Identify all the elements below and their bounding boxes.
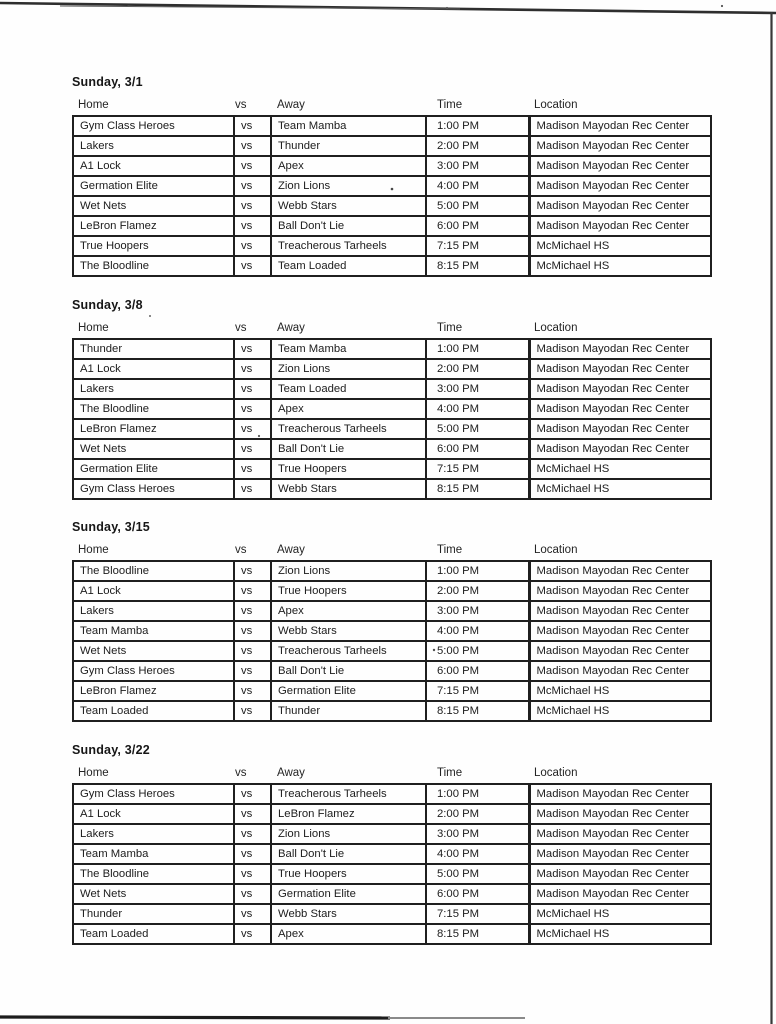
home-team-cell: Gym Class Heroes bbox=[73, 661, 234, 681]
home-team-cell: LeBron Flamez bbox=[73, 216, 234, 236]
column-header: vs bbox=[235, 99, 247, 111]
home-team-cell: The Bloodline bbox=[73, 561, 234, 581]
game-row bbox=[73, 439, 711, 459]
home-team-cell: Gym Class Heroes bbox=[73, 479, 234, 499]
location-cell: Madison Mayodan Rec Center bbox=[529, 116, 711, 136]
away-team-cell: Zion Lions bbox=[271, 561, 426, 581]
home-team-cell: A1 Lock bbox=[73, 156, 234, 176]
away-team-cell: Thunder bbox=[271, 136, 426, 156]
away-team-cell: Germation Elite bbox=[271, 884, 426, 904]
home-team-cell: Team Loaded bbox=[73, 924, 234, 944]
location-cell: McMichael HS bbox=[529, 701, 711, 721]
away-team-cell: Apex bbox=[271, 156, 426, 176]
scan-artifact-bottom-line bbox=[0, 1017, 390, 1018]
location-cell: Madison Mayodan Rec Center bbox=[529, 641, 711, 661]
vs-cell: vs bbox=[234, 661, 271, 681]
away-team-cell: Apex bbox=[271, 924, 426, 944]
time-cell: 6:00 PM bbox=[426, 661, 529, 681]
location-cell: Madison Mayodan Rec Center bbox=[529, 804, 711, 824]
time-cell: 8:15 PM bbox=[426, 701, 529, 721]
location-cell: McMichael HS bbox=[529, 459, 711, 479]
location-cell: Madison Mayodan Rec Center bbox=[529, 661, 711, 681]
home-team-cell: True Hoopers bbox=[73, 236, 234, 256]
home-team-cell: The Bloodline bbox=[73, 864, 234, 884]
schedule-table bbox=[72, 338, 712, 500]
home-team-cell: The Bloodline bbox=[73, 399, 234, 419]
location-cell: Madison Mayodan Rec Center bbox=[529, 136, 711, 156]
time-cell: 3:00 PM bbox=[426, 601, 529, 621]
day-title: Sunday, 3/1 bbox=[72, 75, 143, 89]
column-header: Home bbox=[78, 99, 109, 111]
away-team-cell: Zion Lions bbox=[271, 176, 426, 196]
vs-cell: vs bbox=[234, 701, 271, 721]
location-cell: Madison Mayodan Rec Center bbox=[529, 601, 711, 621]
game-row bbox=[73, 196, 711, 216]
vs-cell: vs bbox=[234, 824, 271, 844]
schedule-day-section bbox=[72, 75, 710, 277]
scan-artifact-top-line bbox=[0, 3, 776, 13]
game-row bbox=[73, 701, 711, 721]
vs-cell: vs bbox=[234, 479, 271, 499]
column-headers-row bbox=[72, 322, 710, 334]
vs-cell: vs bbox=[234, 784, 271, 804]
away-team-cell: Germation Elite bbox=[271, 681, 426, 701]
game-row bbox=[73, 379, 711, 399]
vs-cell: vs bbox=[234, 196, 271, 216]
vs-cell: vs bbox=[234, 116, 271, 136]
home-team-cell: Thunder bbox=[73, 339, 234, 359]
away-team-cell: Apex bbox=[271, 399, 426, 419]
game-row bbox=[73, 681, 711, 701]
column-header: Location bbox=[534, 767, 578, 779]
location-cell: Madison Mayodan Rec Center bbox=[529, 419, 711, 439]
scan-artifact-top-line-shadow bbox=[60, 6, 460, 9]
vs-cell: vs bbox=[234, 621, 271, 641]
game-row bbox=[73, 359, 711, 379]
away-team-cell: Ball Don't Lie bbox=[271, 216, 426, 236]
column-headers-row bbox=[72, 767, 710, 779]
game-row bbox=[73, 601, 711, 621]
time-cell: 7:15 PM bbox=[426, 904, 529, 924]
home-team-cell: The Bloodline bbox=[73, 256, 234, 276]
home-team-cell: Team Loaded bbox=[73, 701, 234, 721]
column-headers-row bbox=[72, 99, 710, 111]
vs-cell: vs bbox=[234, 236, 271, 256]
home-team-cell: Wet Nets bbox=[73, 641, 234, 661]
away-team-cell: True Hoopers bbox=[271, 581, 426, 601]
away-team-cell: Ball Don't Lie bbox=[271, 844, 426, 864]
location-cell: Madison Mayodan Rec Center bbox=[529, 561, 711, 581]
away-team-cell: Team Loaded bbox=[271, 379, 426, 399]
game-row bbox=[73, 581, 711, 601]
vs-cell: vs bbox=[234, 924, 271, 944]
away-team-cell: Team Mamba bbox=[271, 116, 426, 136]
home-team-cell: LeBron Flamez bbox=[73, 681, 234, 701]
away-team-cell: Webb Stars bbox=[271, 904, 426, 924]
column-header: Time bbox=[437, 544, 463, 556]
vs-cell: vs bbox=[234, 561, 271, 581]
away-team-cell: Webb Stars bbox=[271, 479, 426, 499]
game-row bbox=[73, 864, 711, 884]
away-team-cell: Webb Stars bbox=[271, 621, 426, 641]
vs-cell: vs bbox=[234, 419, 271, 439]
game-row bbox=[73, 236, 711, 256]
location-cell: Madison Mayodan Rec Center bbox=[529, 784, 711, 804]
location-cell: Madison Mayodan Rec Center bbox=[529, 439, 711, 459]
column-header: vs bbox=[235, 767, 247, 779]
column-header: Location bbox=[534, 322, 578, 334]
home-team-cell: Lakers bbox=[73, 824, 234, 844]
schedule-day-section bbox=[72, 520, 710, 722]
location-cell: Madison Mayodan Rec Center bbox=[529, 581, 711, 601]
vs-cell: vs bbox=[234, 156, 271, 176]
vs-cell: vs bbox=[234, 176, 271, 196]
game-row bbox=[73, 804, 711, 824]
scan-speck bbox=[446, 7, 448, 9]
time-cell: 7:15 PM bbox=[426, 236, 529, 256]
game-row bbox=[73, 459, 711, 479]
game-row bbox=[73, 924, 711, 944]
away-team-cell: Zion Lions bbox=[271, 359, 426, 379]
vs-cell: vs bbox=[234, 601, 271, 621]
game-row bbox=[73, 824, 711, 844]
time-cell: 3:00 PM bbox=[426, 824, 529, 844]
column-header: Location bbox=[534, 544, 578, 556]
vs-cell: vs bbox=[234, 884, 271, 904]
schedule-table bbox=[72, 560, 712, 722]
column-headers-row bbox=[72, 544, 710, 556]
game-row bbox=[73, 339, 711, 359]
away-team-cell: Ball Don't Lie bbox=[271, 439, 426, 459]
location-cell: Madison Mayodan Rec Center bbox=[529, 844, 711, 864]
day-title: Sunday, 3/8 bbox=[72, 298, 143, 312]
away-team-cell: True Hoopers bbox=[271, 459, 426, 479]
game-row bbox=[73, 116, 711, 136]
location-cell: Madison Mayodan Rec Center bbox=[529, 884, 711, 904]
vs-cell: vs bbox=[234, 804, 271, 824]
time-cell: 4:00 PM bbox=[426, 176, 529, 196]
game-row bbox=[73, 641, 711, 661]
away-team-cell: Webb Stars bbox=[271, 196, 426, 216]
home-team-cell: Team Mamba bbox=[73, 844, 234, 864]
time-cell: 5:00 PM bbox=[426, 419, 529, 439]
location-cell: Madison Mayodan Rec Center bbox=[529, 621, 711, 641]
column-header: Away bbox=[277, 99, 305, 111]
time-cell: 8:15 PM bbox=[426, 479, 529, 499]
home-team-cell: Lakers bbox=[73, 379, 234, 399]
time-cell: 7:15 PM bbox=[426, 459, 529, 479]
game-row bbox=[73, 156, 711, 176]
vs-cell: vs bbox=[234, 359, 271, 379]
location-cell: Madison Mayodan Rec Center bbox=[529, 339, 711, 359]
time-cell: 8:15 PM bbox=[426, 256, 529, 276]
column-header: Time bbox=[437, 99, 463, 111]
home-team-cell: A1 Lock bbox=[73, 804, 234, 824]
time-cell: 2:00 PM bbox=[426, 804, 529, 824]
time-cell: 3:00 PM bbox=[426, 379, 529, 399]
game-row bbox=[73, 176, 711, 196]
column-header: Away bbox=[277, 322, 305, 334]
away-team-cell: Ball Don't Lie bbox=[271, 661, 426, 681]
home-team-cell: Lakers bbox=[73, 136, 234, 156]
location-cell: McMichael HS bbox=[529, 236, 711, 256]
home-team-cell: Germation Elite bbox=[73, 459, 234, 479]
away-team-cell: Zion Lions bbox=[271, 824, 426, 844]
location-cell: Madison Mayodan Rec Center bbox=[529, 216, 711, 236]
vs-cell: vs bbox=[234, 641, 271, 661]
game-row bbox=[73, 621, 711, 641]
away-team-cell: Thunder bbox=[271, 701, 426, 721]
location-cell: McMichael HS bbox=[529, 681, 711, 701]
home-team-cell: LeBron Flamez bbox=[73, 419, 234, 439]
game-row bbox=[73, 784, 711, 804]
column-header: Away bbox=[277, 767, 305, 779]
game-row bbox=[73, 904, 711, 924]
location-cell: Madison Mayodan Rec Center bbox=[529, 824, 711, 844]
time-cell: 3:00 PM bbox=[426, 156, 529, 176]
time-cell: 1:00 PM bbox=[426, 561, 529, 581]
column-header: Home bbox=[78, 767, 109, 779]
day-title: Sunday, 3/22 bbox=[72, 743, 150, 757]
column-header: Home bbox=[78, 322, 109, 334]
vs-cell: vs bbox=[234, 581, 271, 601]
vs-cell: vs bbox=[234, 904, 271, 924]
game-row bbox=[73, 216, 711, 236]
game-row bbox=[73, 661, 711, 681]
time-cell: 1:00 PM bbox=[426, 339, 529, 359]
vs-cell: vs bbox=[234, 216, 271, 236]
away-team-cell: Team Mamba bbox=[271, 339, 426, 359]
vs-cell: vs bbox=[234, 339, 271, 359]
location-cell: Madison Mayodan Rec Center bbox=[529, 176, 711, 196]
home-team-cell: Wet Nets bbox=[73, 196, 234, 216]
vs-cell: vs bbox=[234, 864, 271, 884]
vs-cell: vs bbox=[234, 399, 271, 419]
vs-cell: vs bbox=[234, 844, 271, 864]
column-header: Time bbox=[437, 322, 463, 334]
schedule-day-section bbox=[72, 298, 710, 500]
time-cell: 7:15 PM bbox=[426, 681, 529, 701]
vs-cell: vs bbox=[234, 379, 271, 399]
home-team-cell: Team Mamba bbox=[73, 621, 234, 641]
location-cell: Madison Mayodan Rec Center bbox=[529, 359, 711, 379]
scan-speck bbox=[721, 5, 723, 7]
game-row bbox=[73, 419, 711, 439]
vs-cell: vs bbox=[234, 681, 271, 701]
schedule-table bbox=[72, 783, 712, 945]
time-cell: 6:00 PM bbox=[426, 884, 529, 904]
home-team-cell: A1 Lock bbox=[73, 581, 234, 601]
time-cell: 6:00 PM bbox=[426, 216, 529, 236]
game-row bbox=[73, 561, 711, 581]
time-cell: 4:00 PM bbox=[426, 621, 529, 641]
time-cell: 5:00 PM bbox=[426, 641, 529, 661]
column-header: Home bbox=[78, 544, 109, 556]
time-cell: 2:00 PM bbox=[426, 581, 529, 601]
home-team-cell: Gym Class Heroes bbox=[73, 784, 234, 804]
away-team-cell: Treacherous Tarheels bbox=[271, 419, 426, 439]
time-cell: 5:00 PM bbox=[426, 864, 529, 884]
vs-cell: vs bbox=[234, 459, 271, 479]
away-team-cell: True Hoopers bbox=[271, 864, 426, 884]
schedule-table bbox=[72, 115, 712, 277]
home-team-cell: Lakers bbox=[73, 601, 234, 621]
location-cell: McMichael HS bbox=[529, 924, 711, 944]
home-team-cell: Wet Nets bbox=[73, 439, 234, 459]
location-cell: Madison Mayodan Rec Center bbox=[529, 864, 711, 884]
time-cell: 8:15 PM bbox=[426, 924, 529, 944]
game-row bbox=[73, 884, 711, 904]
home-team-cell: A1 Lock bbox=[73, 359, 234, 379]
game-row bbox=[73, 844, 711, 864]
home-team-cell: Wet Nets bbox=[73, 884, 234, 904]
column-header: vs bbox=[235, 544, 247, 556]
time-cell: 6:00 PM bbox=[426, 439, 529, 459]
home-team-cell: Thunder bbox=[73, 904, 234, 924]
vs-cell: vs bbox=[234, 439, 271, 459]
home-team-cell: Gym Class Heroes bbox=[73, 116, 234, 136]
day-title: Sunday, 3/15 bbox=[72, 520, 150, 534]
game-row bbox=[73, 479, 711, 499]
time-cell: 4:00 PM bbox=[426, 399, 529, 419]
column-header: vs bbox=[235, 322, 247, 334]
home-team-cell: Germation Elite bbox=[73, 176, 234, 196]
column-header: Location bbox=[534, 99, 578, 111]
location-cell: Madison Mayodan Rec Center bbox=[529, 399, 711, 419]
game-row bbox=[73, 256, 711, 276]
away-team-cell: Treacherous Tarheels bbox=[271, 784, 426, 804]
vs-cell: vs bbox=[234, 136, 271, 156]
time-cell: 2:00 PM bbox=[426, 359, 529, 379]
game-row bbox=[73, 399, 711, 419]
location-cell: Madison Mayodan Rec Center bbox=[529, 196, 711, 216]
schedule-day-section bbox=[72, 743, 710, 945]
location-cell: McMichael HS bbox=[529, 904, 711, 924]
game-row bbox=[73, 136, 711, 156]
vs-cell: vs bbox=[234, 256, 271, 276]
time-cell: 2:00 PM bbox=[426, 136, 529, 156]
time-cell: 5:00 PM bbox=[426, 196, 529, 216]
away-team-cell: Treacherous Tarheels bbox=[271, 641, 426, 661]
away-team-cell: LeBron Flamez bbox=[271, 804, 426, 824]
away-team-cell: Treacherous Tarheels bbox=[271, 236, 426, 256]
location-cell: Madison Mayodan Rec Center bbox=[529, 379, 711, 399]
column-header: Time bbox=[437, 767, 463, 779]
time-cell: 1:00 PM bbox=[426, 784, 529, 804]
location-cell: McMichael HS bbox=[529, 479, 711, 499]
away-team-cell: Team Loaded bbox=[271, 256, 426, 276]
location-cell: Madison Mayodan Rec Center bbox=[529, 156, 711, 176]
away-team-cell: Apex bbox=[271, 601, 426, 621]
column-header: Away bbox=[277, 544, 305, 556]
location-cell: McMichael HS bbox=[529, 256, 711, 276]
time-cell: 4:00 PM bbox=[426, 844, 529, 864]
time-cell: 1:00 PM bbox=[426, 116, 529, 136]
